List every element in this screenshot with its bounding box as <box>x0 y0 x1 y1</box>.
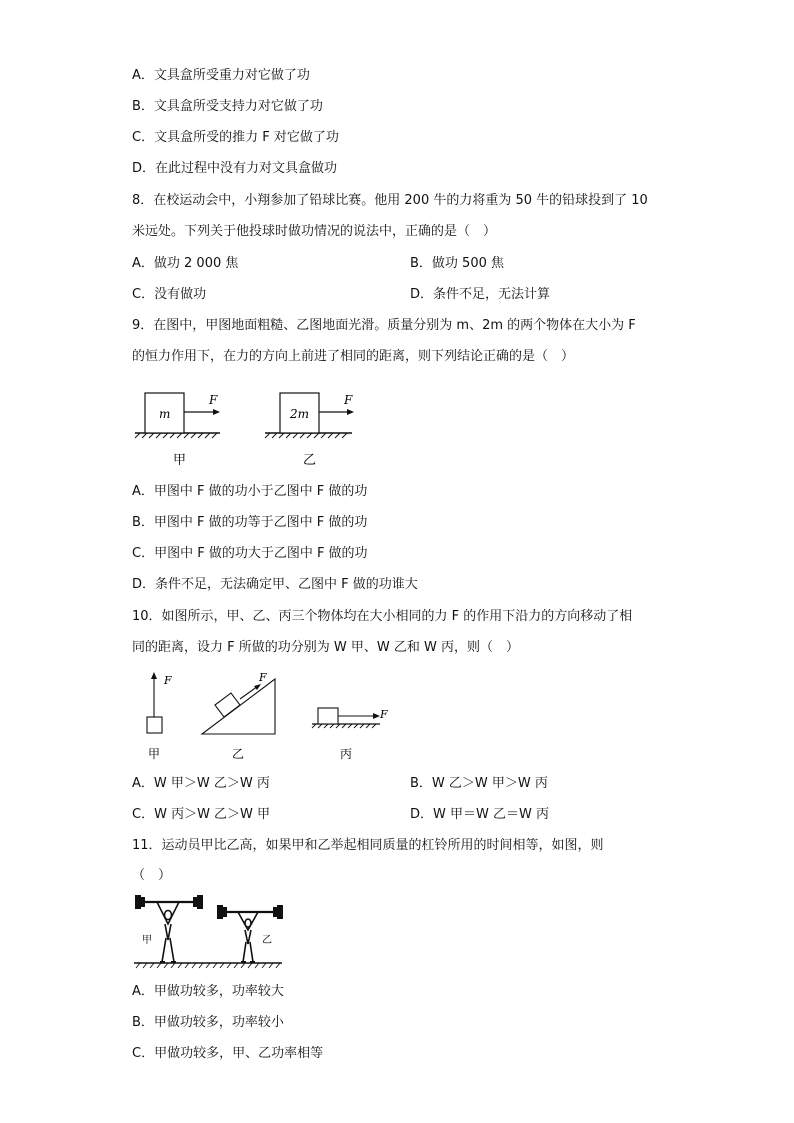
q8-option-c: C．没有做功 <box>132 287 207 302</box>
q7-option-a: A．文具盒所受重力对它做了功 <box>132 68 310 83</box>
q9-stem-line1: 9．在图中，甲图地面粗糙、乙图地面光滑。质量分别为 m、2m 的两个物体在大小为 F <box>132 318 636 333</box>
force-label-jia: F <box>209 393 218 407</box>
q9-figure-jia <box>135 393 220 468</box>
caption-yi: 乙 <box>232 747 245 761</box>
q11-stem-line2: （ ） <box>132 868 172 883</box>
q7-option-d: D．在此过程中没有力对文具盒做功 <box>132 161 338 176</box>
force-label-yi: F <box>344 393 353 407</box>
q10-option-c: C．W 丙＞W 乙＞W 甲 <box>132 807 271 822</box>
caption-yi: 乙 <box>303 453 317 468</box>
block-2m-label: 2m <box>290 407 310 421</box>
q9-figure-yi <box>265 393 354 468</box>
q9-figure <box>130 385 370 475</box>
force-label-jia: F <box>164 674 172 687</box>
q10-stem-line1: 10．如图所示，甲、乙、丙三个物体均在大小相同的力 F 的作用下沿力的方向移动了相 <box>132 609 633 624</box>
caption-yi: 乙 <box>262 935 272 946</box>
q9-stem-line2: 的恒力作用下，在力的方向上前进了相同的距离，则下列结论正确的是（ ） <box>132 349 575 364</box>
q9-option-d: D．条件不足，无法确定甲、乙图中 F 做的功谁大 <box>132 577 418 592</box>
caption-bing: 丙 <box>340 747 353 761</box>
q10-figure-jia <box>147 672 172 761</box>
q8-option-d: D．条件不足，无法计算 <box>410 287 551 302</box>
q8-option-a: A．做功 2 000 焦 <box>132 256 239 271</box>
q11-option-b: B．甲做功较多，功率较小 <box>132 1015 284 1030</box>
q11-option-c: C．甲做功较多，甲、乙功率相等 <box>132 1046 324 1061</box>
q11-option-a: A．甲做功较多，功率较大 <box>132 984 284 999</box>
q9-option-b: B．甲图中 F 做的功等于乙图中 F 做的功 <box>132 515 368 530</box>
q11-figure <box>132 890 287 970</box>
q10-figure-bing <box>312 708 388 761</box>
q10-figure-yi <box>202 671 275 761</box>
q11-figure-jia <box>135 895 203 962</box>
q11-stem-line1: 11．运动员甲比乙高，如果甲和乙举起相同质量的杠铃所用的时间相等，如图，则 <box>132 838 604 853</box>
q11-figure-yi <box>217 905 283 962</box>
q10-stem-line2: 同的距离，设力 F 所做的功分别为 W 甲、W 乙和 W 丙，则（ ） <box>132 640 519 655</box>
caption-jia: 甲 <box>173 453 187 468</box>
caption-jia: 甲 <box>148 747 161 761</box>
q10-option-a: A．W 甲＞W 乙＞W 丙 <box>132 776 270 791</box>
caption-jia: 甲 <box>142 935 152 946</box>
block-m-label: m <box>159 407 171 421</box>
q8-option-b: B．做功 500 焦 <box>410 256 504 271</box>
q9-option-c: C．甲图中 F 做的功大于乙图中 F 做的功 <box>132 546 368 561</box>
q8-stem-line2: 米远处。下列关于他投球时做功情况的说法中，正确的是（ ） <box>132 224 497 239</box>
force-label-bing: F <box>380 708 388 721</box>
q10-option-d: D．W 甲＝W 乙＝W 丙 <box>410 807 549 822</box>
q7-option-c: C．文具盒所受的推力 F 对它做了功 <box>132 130 339 145</box>
q8-stem-line1: 8．在校运动会中，小翔参加了铅球比赛。他用 200 牛的力将重为 50 牛的铅球投到了 10 <box>132 193 648 208</box>
force-label-yi: F <box>259 671 267 684</box>
q10-figure <box>140 668 400 768</box>
q9-option-a: A．甲图中 F 做的功小于乙图中 F 做的功 <box>132 484 368 499</box>
q7-option-b: B．文具盒所受支持力对它做了功 <box>132 99 323 114</box>
q10-option-b: B．W 乙＞W 甲＞W 丙 <box>410 776 548 791</box>
